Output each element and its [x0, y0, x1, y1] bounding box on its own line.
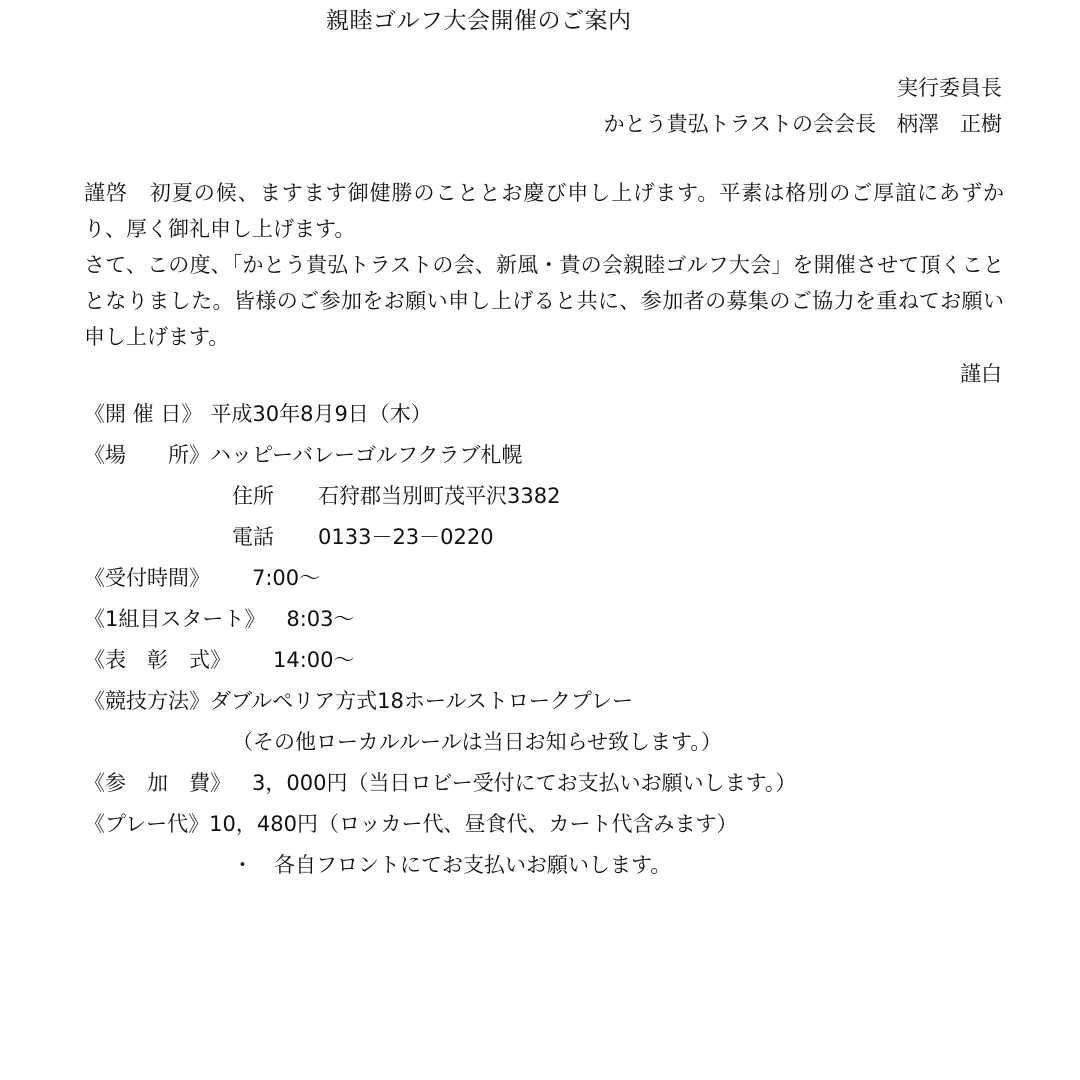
play-note: ・ 各自フロントにてお支払いお願いします。: [232, 853, 672, 877]
detail-row-phone: [84, 517, 1024, 558]
sender-role: 実行委員長: [897, 76, 1002, 100]
fee-label: 《参 加 費》: [84, 771, 231, 795]
detail-row-format-note: [84, 722, 1024, 763]
phone-label: 電話: [232, 525, 274, 549]
reception-label: 《受付時間》: [84, 566, 210, 590]
address-label: 住所: [232, 484, 274, 508]
reception-value: 7:00～: [210, 566, 321, 590]
announcement-paragraph: さて、この度、「かとう貴弘トラストの会、新風・貴の会親睦ゴルフ大会」を開催させて頂くこととなりました。皆様のご参加をお願い申し上げると共に、参加者の募集のご協力を重ねてお願い申し上げます。: [84, 253, 1004, 349]
phone-value: 0133－23－0220: [318, 525, 494, 549]
detail-row-start: [84, 599, 1024, 640]
date-value: 平成30年8月9日（木）: [210, 402, 432, 426]
fee-value: 3，000円（当日ロビー受付にてお支払いお願いします。）: [231, 771, 797, 795]
detail-row-award: [84, 640, 1024, 681]
detail-row-format: [84, 681, 1024, 722]
format-value: ダブルペリア方式18ホールストロークプレー: [210, 689, 633, 713]
detail-row-address: [84, 476, 1024, 517]
detail-row-reception: [84, 558, 1024, 599]
venue-label: 《場 所》: [84, 443, 210, 467]
start-value: 8:03～: [265, 607, 355, 631]
letter-body: [84, 175, 1004, 355]
format-note: （その他ローカルルールは当日お知らせ致します。）: [232, 730, 722, 754]
page-title: 親睦ゴルフ大会開催のご案内: [326, 8, 632, 34]
venue-value: ハッピーバレーゴルフクラブ札幌: [210, 443, 523, 467]
play-value: 10，480円（ロッカー代、昼食代、カート代含みます）: [209, 812, 738, 836]
event-details: [84, 394, 1024, 886]
closing-word: 謹白: [960, 362, 1002, 386]
address-value: 石狩郡当別町茂平沢3382: [318, 484, 561, 508]
detail-row-venue: [84, 435, 1024, 476]
play-label: 《プレー代》: [84, 812, 210, 836]
award-label: 《表 彰 式》: [84, 648, 231, 672]
start-label: 《1組目スタート》: [84, 607, 266, 631]
greeting-paragraph: 謹啓 初夏の候、ますます御健勝のこととお慶び申し上げます。平素は格別のご厚誼にあずかり、厚く御礼申し上げます。: [84, 181, 1004, 241]
award-value: 14:00～: [231, 648, 355, 672]
date-label: 《開 催 日》: [84, 402, 203, 426]
sender-name: かとう貴弘トラストの会会長 柄澤 正樹: [603, 112, 1002, 136]
format-label: 《競技方法》: [84, 689, 210, 713]
detail-row-fee: [84, 763, 1024, 804]
detail-row-play: [84, 804, 1024, 845]
detail-row-play-note: [84, 845, 1024, 886]
detail-row-date: [84, 394, 1024, 435]
